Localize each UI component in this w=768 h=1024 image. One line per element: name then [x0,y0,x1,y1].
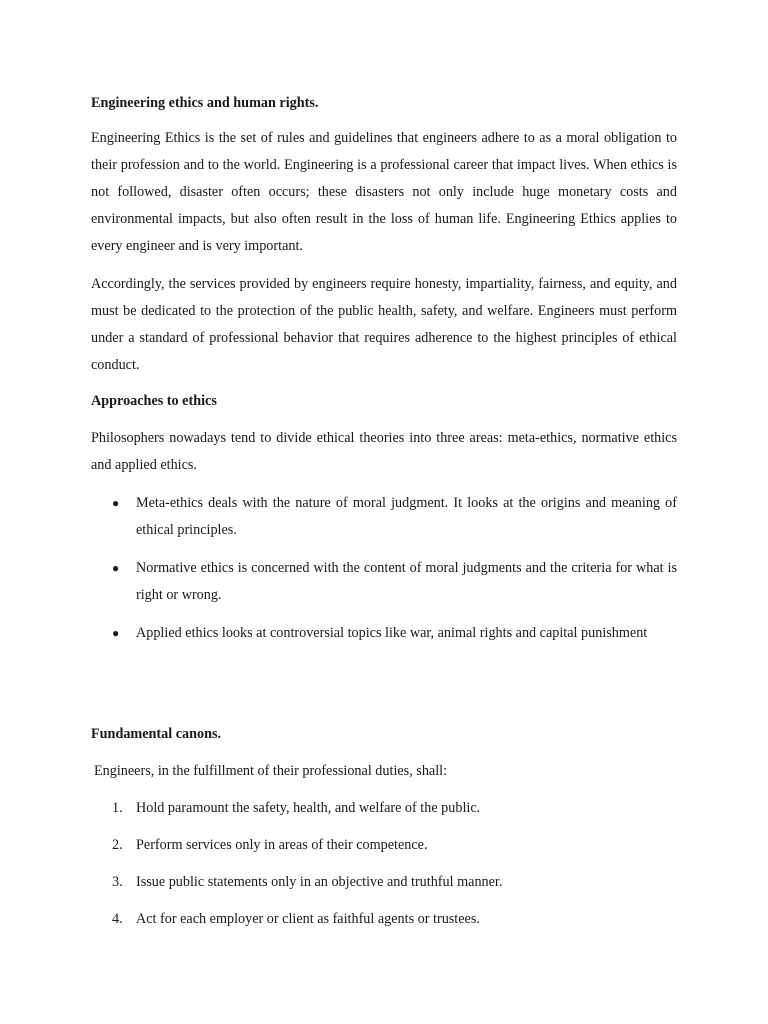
list-text: Hold paramount the safety, health, and welfare of the public. [136,800,481,816]
bullet-text: Normative ethics is concerned with the content of moral judgments and the criteria for what is right or wrong. [136,560,677,603]
intro-paragraph-1: Engineering Ethics is the set of rules and guidelines that engineers adhere to as a moral obligation to their profession and to the world. Engineering is a professional career that impact lives. When ethics is not followed, disaster often occurs; these disasters not only include huge monetary costs and environmental impacts, but also often result in the loss of human life. Engineering Ethics applies to every engineer and is very important. [91,130,677,254]
approaches-heading: Approaches to ethics [91,393,217,409]
bullet-icon: ● [112,496,120,510]
list-number: 1. [112,800,123,816]
document-title: Engineering ethics and human rights. [91,95,319,111]
canons-intro: Engineers, in the fulfillment of their professional duties, shall: [94,763,448,779]
list-text: Act for each employer or client as faithful agents or trustees. [136,911,480,927]
list-number: 3. [112,874,123,890]
canons-heading: Fundamental canons. [91,726,222,742]
bullet-icon: ● [112,561,120,575]
intro-paragraph-2: Accordingly, the services provided by engineers require honesty, impartiality, fairness, and equity, and must be dedicated to the protection of the public health, safety, and welfare. Engineers must perform under a standard of professional behavior that requires adherence to the highest principles of ethical conduct. [91,276,677,373]
list-text: Perform services only in areas of their competence. [136,837,428,853]
bullet-text: Applied ethics looks at controversial topics like war, animal rights and capital punishment [136,625,648,641]
list-text: Issue public statements only in an objective and truthful manner. [136,874,503,890]
bullet-icon: ● [112,626,120,640]
list-number: 2. [112,837,123,853]
bullet-text: Meta-ethics deals with the nature of moral judgment. It looks at the origins and meaning of ethical principles. [136,495,677,538]
list-number: 4. [112,911,123,927]
approaches-paragraph: Philosophers nowadays tend to divide ethical theories into three areas: meta-ethics, normative ethics and applied ethics. [91,430,677,473]
